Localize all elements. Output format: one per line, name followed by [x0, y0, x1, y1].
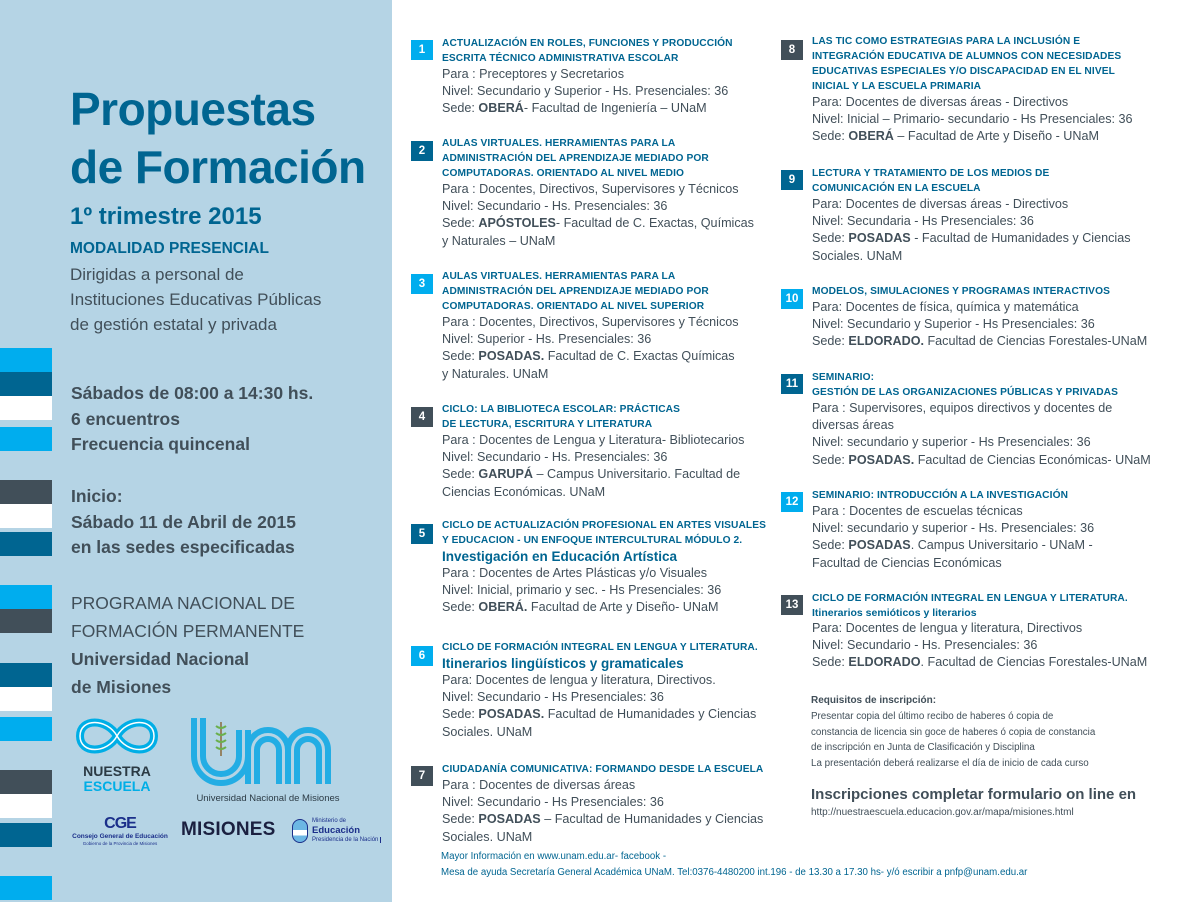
inscription-link[interactable]: http://nuestraescuela.educacion.gov.ar/mapa/misiones.html [811, 807, 1074, 818]
course-subtitle: Itinerarios lingüísticos y gramaticales [442, 656, 684, 671]
course-title: CICLO: LA BIBLIOTECA ESCOLAR: PRÁCTICAS [442, 404, 681, 415]
schedule-line: 6 encuentros [71, 408, 180, 429]
venue-detail: – Campus Universitario. Facultad de [533, 467, 741, 482]
course-level: Nivel: Inicial, primario y sec. - Hs Presenciales: 36 [442, 583, 722, 598]
course-title: CIUDADANÍA COMUNICATIVA: FORMANDO DESDE LA ESCUELA [442, 764, 764, 775]
course-level: Nivel: Secundario y Superior - Hs Presenciales: 36 [812, 317, 1095, 332]
logo-text: Educación [312, 825, 361, 836]
course-title: DE LECTURA, ESCRITURA Y LITERATURA [442, 419, 653, 430]
course-venue [442, 466, 744, 483]
course-title: LAS TIC COMO ESTRATEGIAS PARA LA INCLUSIÓN E [812, 36, 1081, 47]
stripe-decoration [0, 823, 52, 847]
trimester-subtitle: 1º trimestre 2015 [70, 203, 262, 230]
program-info [71, 589, 304, 701]
course-audience: Para : Docentes de escuelas técnicas [812, 504, 1023, 518]
audience-line: Instituciones Educativas Públicas [70, 290, 322, 309]
course-title: ESCRITA TÉCNICO ADMINISTRATIVA ESCOLAR [442, 53, 679, 64]
left-panel [0, 0, 392, 902]
infinity-icon [72, 712, 162, 760]
stripe-decoration [0, 663, 52, 687]
start-line: Sábado 11 de Abril de 2015 [71, 511, 297, 532]
course-item [781, 591, 1147, 672]
course-title: AULAS VIRTUALES. HERRAMIENTAS PARA LA [442, 271, 676, 282]
footer-help-line: Mesa de ayuda Secretaría General Académica UNaM. Tel:0376-4480200 int.196 - de 13.30 a 17.30 hs- y/ó escribir a pnfp@unam.edu.ar [441, 867, 1028, 878]
venue-city: POSADAS. [848, 452, 915, 467]
schedule-line: Sábados de 08:00 a 14:30 hs. [71, 383, 314, 403]
stripe-decoration [0, 348, 52, 372]
logo-mark: CGE [104, 815, 136, 832]
venue-city: APÓSTOLES [478, 216, 556, 231]
course-audience-cont: diversas áreas [812, 418, 894, 433]
course-number-badge: 8 [781, 40, 803, 60]
course-audience: Para: Docentes de lengua y literatura, Directivos [812, 621, 1083, 635]
page-title [70, 80, 366, 196]
course-title: CICLO DE FORMACIÓN INTEGRAL EN LENGUA Y LITERATURA. [442, 642, 758, 653]
course-title: ADMINISTRACIÓN DEL APRENDIZAJE MEDIADO POR [442, 286, 709, 297]
course-number-badge: 6 [411, 646, 433, 666]
course-venue [812, 128, 1133, 145]
stripe-decoration [0, 504, 52, 528]
venue-city: OBERÁ [848, 129, 894, 144]
course-audience: Para : Supervisores, equipos directivos y docentes de [812, 401, 1113, 415]
footer-info-line: Mayor Información en www.unam.edu.ar- facebook - [441, 851, 667, 862]
university-line: de Misiones [71, 677, 172, 697]
title-line: Propuestas [70, 83, 316, 135]
venue-detail: - Facultad de Humanidades y Ciencias [910, 231, 1131, 246]
schedule-info [71, 381, 313, 458]
venue-label: Sede: [442, 349, 479, 364]
course-level: Nivel: secundario y superior - Hs Presenciales: 36 [812, 435, 1091, 450]
venue-detail: – Facultad de Arte y Diseño - UNaM [893, 129, 1099, 144]
requirement-line: constancia de licencia sin goce de haberes ó copia de constancia [811, 726, 1096, 738]
venue-city: POSADAS. [478, 707, 545, 722]
course-number-badge: 1 [411, 40, 433, 60]
venue-city: POSADAS [848, 231, 911, 246]
course-title: SEMINARIO: INTRODUCCIÓN A LA INVESTIGACIÓN [812, 490, 1069, 501]
logo-caption: Universidad Nacional de Misiones [196, 793, 340, 804]
course-level: Nivel: Inicial – Primario- secundario - Hs Presenciales: 36 [812, 112, 1133, 127]
course-audience: Para : Docentes de Lengua y Literatura- Bibliotecarios [442, 433, 745, 447]
course-subtitle: Itinerarios semióticos y literarios [812, 607, 977, 619]
course-subtitle: Investigación en Educación Artística [442, 549, 678, 564]
course-title: LECTURA Y TRATAMIENTO DE LOS MEDIOS DE [812, 168, 1050, 179]
venue-city: POSADAS [478, 812, 541, 827]
venue-detail: Facultad de Ciencias Forestales-UNaM [923, 334, 1148, 349]
course-number-badge: 5 [411, 524, 433, 544]
course-title: INICIAL Y LA ESCUELA PRIMARIA [812, 81, 982, 92]
course-audience: Para: Docentes de diversas áreas - Directivos [812, 95, 1069, 109]
nuestra-escuela-logo [72, 712, 162, 794]
course-level: Nivel: secundario y superior - Hs. Presenciales: 36 [812, 521, 1095, 536]
stripe-decoration [0, 687, 52, 711]
course-title: ADMINISTRACIÓN DEL APRENDIZAJE MEDIADO POR [442, 153, 709, 164]
venue-detail: . Facultad de Ciencias Forestales-UNaM [920, 655, 1148, 670]
course-title: GESTIÓN DE LAS ORGANIZACIONES PÚBLICAS Y PRIVADAS [812, 387, 1119, 398]
requirement-line: La presentación deberá realizarse el día de inicio de cada curso [811, 757, 1089, 769]
university-line: Universidad Nacional [71, 649, 249, 669]
course-item [411, 269, 739, 383]
venue-detail: - Facultad de C. Exactas, Químicas [555, 216, 754, 231]
course-level: Nivel: Secundario - Hs. Presenciales: 36 [442, 199, 668, 214]
logo-text: NUESTRA [83, 763, 151, 779]
course-venue [442, 215, 754, 232]
course-venue [442, 348, 739, 365]
inscription-title: Inscripciones completar formulario on line en [811, 786, 1137, 803]
course-item [411, 36, 733, 118]
course-item [411, 402, 744, 501]
course-venue-cont: Ciencias Económicas. UNaM [442, 484, 606, 499]
course-title: MODELOS, SIMULACIONES Y PROGRAMAS INTERACTIVOS [812, 286, 1110, 297]
venue-detail: - Facultad de Ingeniería – UNaM [523, 101, 707, 116]
venue-city: OBERÁ. [478, 600, 528, 615]
venue-detail: Facultad de Arte y Diseño- UNaM [527, 600, 719, 615]
course-item [781, 34, 1133, 146]
venue-label: Sede: [442, 812, 479, 827]
course-venue [812, 230, 1131, 247]
audience-line: de gestión estatal y privada [70, 315, 277, 334]
course-level: Nivel: Secundario y Superior - Hs. Presenciales: 36 [442, 84, 729, 99]
course-number-badge: 10 [781, 289, 803, 309]
course-title: COMUNICACIÓN EN LA ESCUELA [812, 183, 981, 194]
course-item [781, 370, 1151, 469]
course-item [411, 640, 758, 741]
logo-text: Ministerio de [312, 818, 347, 824]
venue-label: Sede: [812, 538, 849, 553]
cge-logo [70, 815, 170, 846]
course-audience: Para : Docentes de diversas áreas [442, 778, 636, 792]
course-venue [442, 100, 733, 117]
course-audience: Para : Docentes, Directivos, Supervisores y Técnicos [442, 315, 739, 329]
venue-city: POSADAS [848, 538, 911, 553]
venue-label: Sede: [442, 600, 479, 615]
stripe-decoration [0, 717, 52, 741]
course-title: AULAS VIRTUALES. HERRAMIENTAS PARA LA [442, 138, 676, 149]
course-audience: Para : Docentes, Directivos, Supervisores y Técnicos [442, 182, 739, 196]
stripe-decoration [0, 876, 52, 900]
audience-line: Dirigidas a personal de [70, 265, 244, 284]
stripe-decoration [0, 427, 52, 451]
course-level: Nivel: Secundario - Hs. Presenciales: 36 [812, 638, 1038, 653]
venue-label: Sede: [442, 216, 479, 231]
requirements-body [811, 709, 1095, 771]
ministerio-educacion-logo [292, 817, 384, 847]
venue-city: ELDORADO. [848, 334, 924, 349]
venue-detail: Facultad de Ciencias Económicas- UNaM [914, 452, 1151, 467]
course-venue-cont: Sociales. UNaM [442, 829, 533, 844]
course-item [781, 488, 1094, 572]
program-line: FORMACIÓN PERMANENTE [71, 621, 305, 641]
venue-label: Sede: [812, 129, 849, 144]
unam-logo [188, 716, 348, 804]
course-number-badge: 7 [411, 766, 433, 786]
course-item [411, 762, 763, 846]
requirement-line: de inscripción en Junta de Clasificación y Disciplina [811, 742, 1035, 753]
stripe-decoration [0, 480, 52, 504]
course-venue-cont: Sociales. UNaM [442, 724, 533, 739]
course-title: COMPUTADORAS. ORIENTADO AL NIVEL MEDIO [442, 168, 685, 179]
course-item [411, 136, 754, 250]
misiones-logo: MISIONES [181, 819, 276, 840]
course-title: SEMINARIO: [812, 372, 875, 383]
venue-detail: – Facultad de Humanidades y Ciencias [540, 812, 764, 827]
start-label: Inicio: [71, 486, 123, 506]
course-audience: Para : Preceptores y Secretarios [442, 67, 624, 81]
requirements-title: Requisitos de inscripción: [811, 695, 937, 706]
schedule-line: Frecuencia quincenal [71, 434, 250, 454]
course-number-badge: 4 [411, 407, 433, 427]
course-title: INTEGRACIÓN EDUCATIVA DE ALUMNOS CON NECESIDADES [812, 51, 1122, 62]
course-level: Nivel: Secundario - Hs Presenciales: 36 [442, 690, 664, 705]
course-audience: Para : Docentes de Artes Plásticas y/o Visuales [442, 566, 708, 580]
venue-city: GARUPÁ [478, 467, 533, 482]
course-venue-cont: Facultad de Ciencias Económicas [812, 555, 1002, 570]
start-line: en las sedes especificadas [71, 537, 295, 557]
course-level: Nivel: Secundaria - Hs Presenciales: 36 [812, 214, 1034, 229]
course-venue [812, 537, 1094, 554]
logo-text: Consejo General de Educación [72, 833, 168, 840]
venue-label: Sede: [812, 655, 849, 670]
course-number-badge: 11 [781, 374, 803, 394]
start-info [71, 484, 296, 561]
course-title: CICLO DE ACTUALIZACIÓN PROFESIONAL EN ARTES VISUALES [442, 520, 767, 531]
stripe-decoration [0, 609, 52, 633]
modality-label: MODALIDAD PRESENCIAL [70, 240, 269, 257]
stripe-decoration [0, 585, 52, 609]
stripe-decoration [0, 396, 52, 420]
course-venue-cont: Sociales. UNaM [812, 248, 903, 263]
venue-label: Sede: [812, 231, 849, 246]
title-line: de Formación [70, 141, 366, 193]
course-title: CICLO DE FORMACIÓN INTEGRAL EN LENGUA Y LITERATURA. [812, 593, 1128, 604]
course-item [781, 284, 1147, 351]
venue-label: Sede: [812, 334, 849, 349]
course-title: Y EDUCACION - UN ENFOQUE INTERCULTURAL MÓDULO 2. [442, 535, 743, 546]
venue-city: ELDORADO [848, 655, 921, 670]
course-level: Nivel: Superior - Hs. Presenciales: 36 [442, 332, 652, 347]
course-audience: Para: Docentes de diversas áreas - Directivos [812, 197, 1069, 211]
course-level: Nivel: Secundario - Hs. Presenciales: 36 [442, 450, 668, 465]
course-title: COMPUTADORAS. ORIENTADO AL NIVEL SUPERIOR [442, 301, 705, 312]
course-title: EDUCATIVAS ESPECIALES Y/O DISCAPACIDAD EN EL NIVEL [812, 66, 1115, 77]
course-venue-cont: y Naturales – UNaM [442, 233, 556, 248]
venue-detail: . Campus Universitario - UNaM - [910, 538, 1093, 553]
shield-icon [292, 819, 308, 843]
course-number-badge: 9 [781, 170, 803, 190]
course-number-badge: 2 [411, 141, 433, 161]
venue-city: POSADAS. [478, 349, 545, 364]
course-number-badge: 3 [411, 274, 433, 294]
venue-city: OBERÁ [478, 101, 524, 116]
logo-text: Presidencia de la Nación [312, 837, 381, 843]
course-level: Nivel: Secundario - Hs Presenciales: 36 [442, 795, 664, 810]
venue-label: Sede: [442, 707, 479, 722]
unam-mark-icon [188, 716, 348, 786]
venue-detail: Facultad de Humanidades y Ciencias [544, 707, 757, 722]
venue-detail: Facultad de C. Exactas Químicas [544, 349, 735, 364]
course-number-badge: 13 [781, 595, 803, 615]
course-venue [812, 333, 1147, 350]
course-title: ACTUALIZACIÓN EN ROLES, FUNCIONES Y PRODUCCIÓN [442, 38, 733, 49]
course-item [411, 518, 766, 617]
venue-label: Sede: [812, 452, 849, 467]
logo-text: Gobierno de la Provincia de Misiones [82, 841, 158, 846]
course-item [781, 166, 1131, 265]
requirement-line: Presentar copia del último recibo de haberes ó copia de [811, 711, 1054, 722]
venue-label: Sede: [442, 467, 479, 482]
stripe-decoration [0, 532, 52, 556]
course-venue [442, 599, 766, 616]
course-audience: Para: Docentes de física, química y matemática [812, 300, 1079, 314]
audience-description [70, 262, 321, 337]
course-number-badge: 12 [781, 492, 803, 512]
course-venue [812, 452, 1151, 469]
course-venue-cont: y Naturales. UNaM [442, 366, 549, 381]
program-line: PROGRAMA NACIONAL DE [71, 593, 295, 613]
course-audience: Para: Docentes de lengua y literatura, Directivos. [442, 673, 716, 687]
logo-text: ESCUELA [83, 778, 151, 794]
stripe-decoration [0, 372, 52, 396]
venue-label: Sede: [442, 101, 479, 116]
stripe-decoration [0, 770, 52, 794]
stripe-decoration [0, 794, 52, 818]
course-venue [442, 811, 763, 828]
course-venue [442, 706, 758, 723]
course-venue [812, 654, 1147, 671]
